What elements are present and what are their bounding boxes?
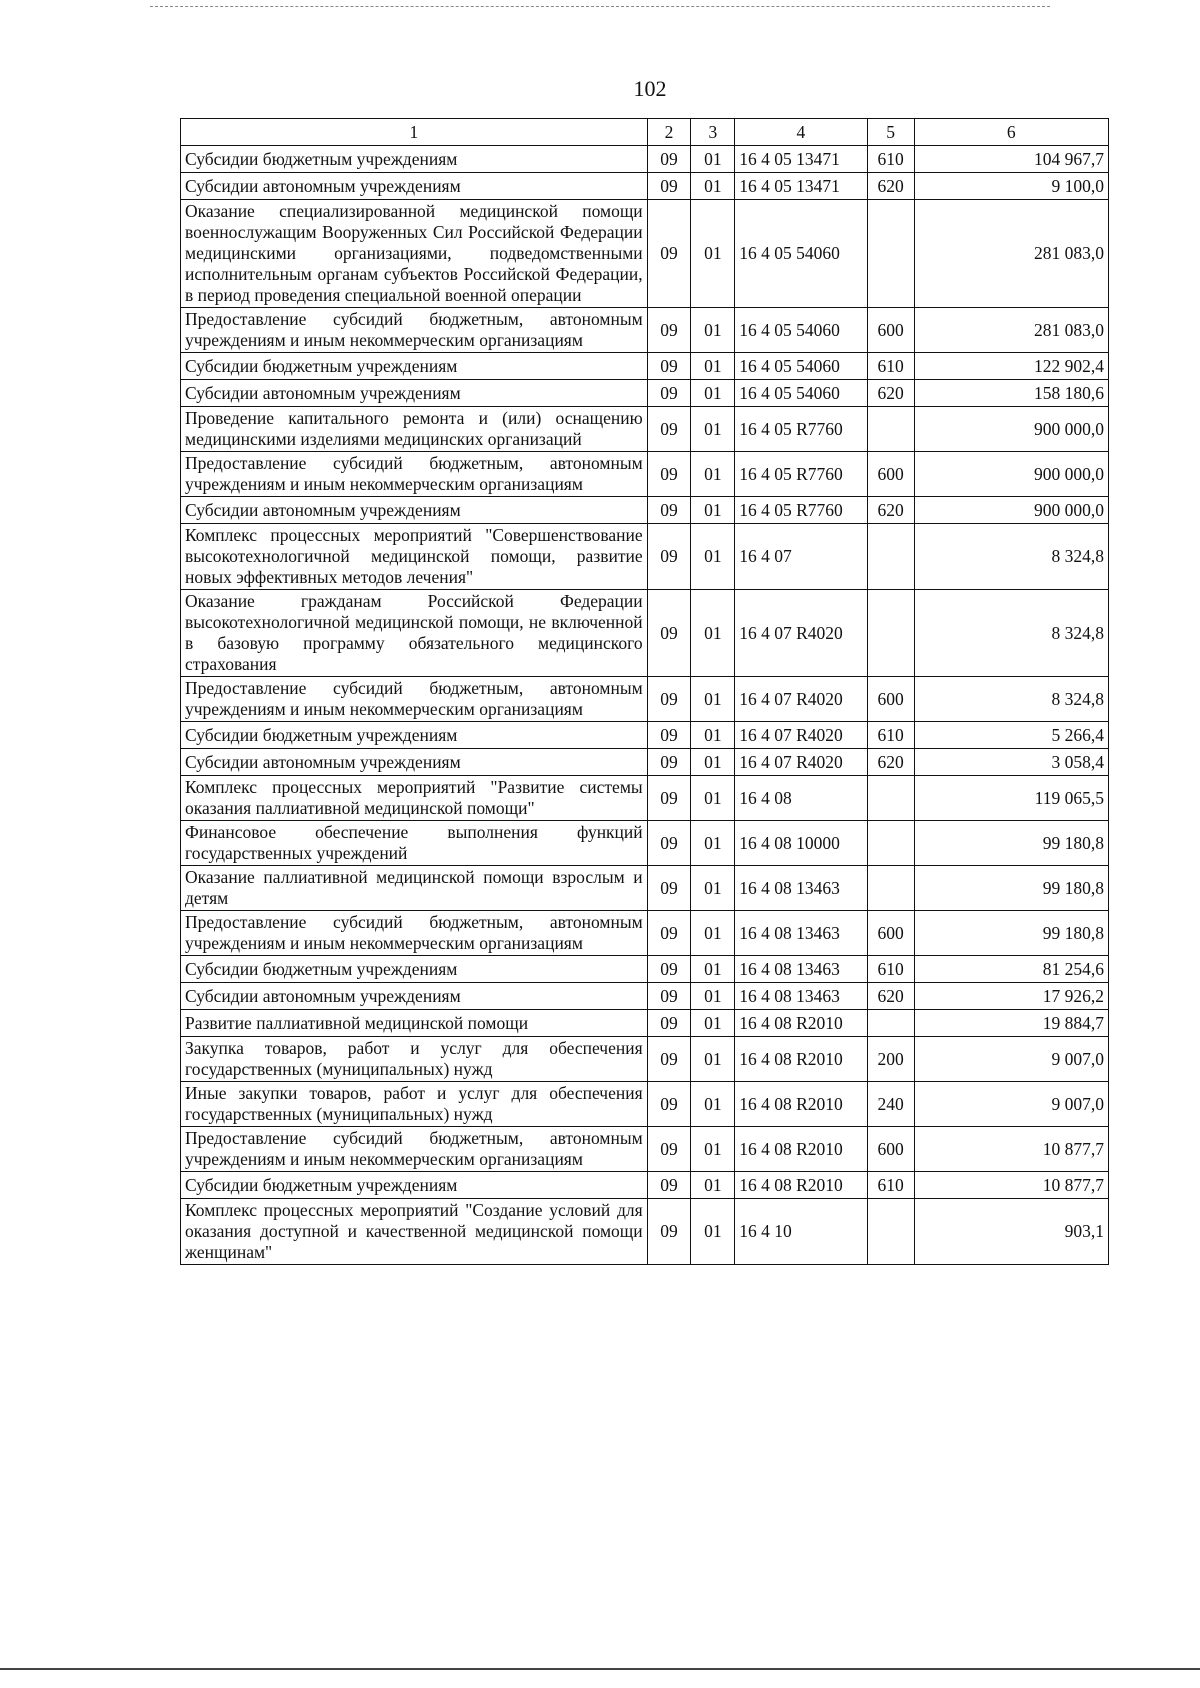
table-row [181, 1037, 1109, 1082]
table-row [181, 497, 1109, 524]
row-target-code: 16 4 07 [735, 524, 867, 590]
row-amount: 903,1 [914, 1199, 1108, 1265]
table-row [181, 776, 1109, 821]
row-amount: 9 100,0 [914, 173, 1108, 200]
row-amount: 9 007,0 [914, 1082, 1108, 1127]
row-section: 09 [647, 1127, 691, 1172]
row-name: Комплекс процессных мероприятий "Создание условий для оказания доступной и качественной медицинской помощи женщинам" [181, 1199, 648, 1265]
row-section: 09 [647, 173, 691, 200]
row-section: 09 [647, 776, 691, 821]
header-col-5: 5 [867, 119, 914, 146]
row-expense-type [867, 524, 914, 590]
row-expense-type: 610 [867, 1172, 914, 1199]
row-section: 09 [647, 1037, 691, 1082]
row-target-code: 16 4 08 R2010 [735, 1037, 867, 1082]
row-target-code: 16 4 05 54060 [735, 308, 867, 353]
row-amount: 99 180,8 [914, 821, 1108, 866]
row-target-code: 16 4 08 [735, 776, 867, 821]
row-target-code: 16 4 05 54060 [735, 200, 867, 308]
scan-artifact-bottom-line [0, 1668, 1200, 1670]
table-body [181, 146, 1109, 1265]
row-target-code: 16 4 05 R7760 [735, 452, 867, 497]
table-row [181, 308, 1109, 353]
row-expense-type: 610 [867, 146, 914, 173]
row-section: 09 [647, 821, 691, 866]
row-subsection: 01 [691, 200, 735, 308]
row-section: 09 [647, 200, 691, 308]
row-section: 09 [647, 308, 691, 353]
row-expense-type: 200 [867, 1037, 914, 1082]
row-expense-type: 620 [867, 749, 914, 776]
row-amount: 900 000,0 [914, 452, 1108, 497]
row-amount: 3 058,4 [914, 749, 1108, 776]
table-row [181, 749, 1109, 776]
row-expense-type: 600 [867, 911, 914, 956]
table-row [181, 200, 1109, 308]
table-row [181, 146, 1109, 173]
table-row [181, 677, 1109, 722]
row-amount: 81 254,6 [914, 956, 1108, 983]
table-row [181, 821, 1109, 866]
row-name: Субсидии автономным учреждениям [181, 380, 648, 407]
row-section: 09 [647, 380, 691, 407]
row-section: 09 [647, 353, 691, 380]
row-name: Оказание паллиативной медицинской помощи взрослым и детям [181, 866, 648, 911]
row-name: Субсидии автономным учреждениям [181, 983, 648, 1010]
row-amount: 19 884,7 [914, 1010, 1108, 1037]
header-col-4: 4 [735, 119, 867, 146]
row-subsection: 01 [691, 911, 735, 956]
row-section: 09 [647, 722, 691, 749]
row-amount: 281 083,0 [914, 200, 1108, 308]
row-section: 09 [647, 749, 691, 776]
row-subsection: 01 [691, 1037, 735, 1082]
row-target-code: 16 4 08 13463 [735, 956, 867, 983]
row-amount: 8 324,8 [914, 524, 1108, 590]
row-target-code: 16 4 08 R2010 [735, 1082, 867, 1127]
row-subsection: 01 [691, 1127, 735, 1172]
table-row [181, 353, 1109, 380]
table-row [181, 1199, 1109, 1265]
row-subsection: 01 [691, 776, 735, 821]
row-amount: 281 083,0 [914, 308, 1108, 353]
row-expense-type [867, 821, 914, 866]
row-amount: 104 967,7 [914, 146, 1108, 173]
page-number: 102 [633, 76, 667, 101]
row-expense-type: 600 [867, 1127, 914, 1172]
table-row [181, 1082, 1109, 1127]
table-row [181, 1172, 1109, 1199]
row-expense-type: 620 [867, 983, 914, 1010]
row-target-code: 16 4 08 13463 [735, 911, 867, 956]
row-subsection: 01 [691, 1082, 735, 1127]
row-section: 09 [647, 677, 691, 722]
row-section: 09 [647, 1010, 691, 1037]
row-name: Субсидии бюджетным учреждениям [181, 1172, 648, 1199]
row-name: Субсидии бюджетным учреждениям [181, 956, 648, 983]
row-subsection: 01 [691, 1199, 735, 1265]
header-col-6: 6 [914, 119, 1108, 146]
row-expense-type [867, 200, 914, 308]
row-expense-type [867, 590, 914, 677]
row-name: Предоставление субсидий бюджетным, автономным учреждениям и иным некоммерческим организациям [181, 452, 648, 497]
table-row [181, 452, 1109, 497]
row-section: 09 [647, 956, 691, 983]
row-amount: 9 007,0 [914, 1037, 1108, 1082]
row-name: Субсидии бюджетным учреждениям [181, 146, 648, 173]
row-section: 09 [647, 1199, 691, 1265]
row-amount: 17 926,2 [914, 983, 1108, 1010]
row-subsection: 01 [691, 497, 735, 524]
row-amount: 122 902,4 [914, 353, 1108, 380]
row-name: Субсидии бюджетным учреждениям [181, 353, 648, 380]
row-name: Субсидии бюджетным учреждениям [181, 722, 648, 749]
row-subsection: 01 [691, 146, 735, 173]
row-subsection: 01 [691, 173, 735, 200]
table-row [181, 1010, 1109, 1037]
row-subsection: 01 [691, 524, 735, 590]
row-subsection: 01 [691, 749, 735, 776]
row-subsection: 01 [691, 353, 735, 380]
row-expense-type: 620 [867, 173, 914, 200]
row-name: Предоставление субсидий бюджетным, автономным учреждениям и иным некоммерческим организациям [181, 308, 648, 353]
row-section: 09 [647, 590, 691, 677]
row-name: Проведение капитального ремонта и (или) оснащению медицинскими изделиями медицинских организаций [181, 407, 648, 452]
row-expense-type: 600 [867, 308, 914, 353]
header-col-2: 2 [647, 119, 691, 146]
table-row [181, 866, 1109, 911]
row-section: 09 [647, 524, 691, 590]
row-subsection: 01 [691, 308, 735, 353]
row-subsection: 01 [691, 956, 735, 983]
table-row [181, 983, 1109, 1010]
row-name: Развитие паллиативной медицинской помощи [181, 1010, 648, 1037]
header-col-3: 3 [691, 119, 735, 146]
table-row [181, 407, 1109, 452]
header-col-1: 1 [181, 119, 648, 146]
row-section: 09 [647, 452, 691, 497]
budget-table [180, 118, 1109, 1265]
row-target-code: 16 4 07 R4020 [735, 590, 867, 677]
row-expense-type: 610 [867, 353, 914, 380]
row-name: Оказание специализированной медицинской помощи военнослужащим Вооруженных Сил Российской Федерации медицинскими организациями, подведомственными исполнительным органам субъектов Российской Федерации, в период проведения специальной военной операции [181, 200, 648, 308]
table-header-row [181, 119, 1109, 146]
row-target-code: 16 4 07 R4020 [735, 749, 867, 776]
row-subsection: 01 [691, 452, 735, 497]
row-name: Субсидии автономным учреждениям [181, 497, 648, 524]
row-subsection: 01 [691, 722, 735, 749]
row-target-code: 16 4 08 R2010 [735, 1172, 867, 1199]
row-subsection: 01 [691, 677, 735, 722]
row-target-code: 16 4 05 13471 [735, 173, 867, 200]
table-row [181, 380, 1109, 407]
table-row [181, 911, 1109, 956]
row-amount: 900 000,0 [914, 497, 1108, 524]
row-subsection: 01 [691, 590, 735, 677]
row-subsection: 01 [691, 380, 735, 407]
row-amount: 158 180,6 [914, 380, 1108, 407]
row-amount: 8 324,8 [914, 590, 1108, 677]
row-name: Субсидии автономным учреждениям [181, 173, 648, 200]
row-target-code: 16 4 08 13463 [735, 866, 867, 911]
row-target-code: 16 4 05 13471 [735, 146, 867, 173]
row-target-code: 16 4 05 R7760 [735, 497, 867, 524]
table-row [181, 956, 1109, 983]
row-name: Предоставление субсидий бюджетным, автономным учреждениям и иным некоммерческим организациям [181, 1127, 648, 1172]
row-expense-type: 240 [867, 1082, 914, 1127]
row-name: Субсидии автономным учреждениям [181, 749, 648, 776]
table-row [181, 590, 1109, 677]
scan-artifact-top-line [150, 6, 1050, 7]
table-row [181, 173, 1109, 200]
row-target-code: 16 4 08 10000 [735, 821, 867, 866]
row-subsection: 01 [691, 866, 735, 911]
row-amount: 119 065,5 [914, 776, 1108, 821]
row-amount: 8 324,8 [914, 677, 1108, 722]
row-target-code: 16 4 10 [735, 1199, 867, 1265]
row-name: Оказание гражданам Российской Федерации высокотехнологичной медицинской помощи, не включенной в базовую программу обязательного медицинского страхования [181, 590, 648, 677]
row-expense-type [867, 776, 914, 821]
row-subsection: 01 [691, 1172, 735, 1199]
table-row [181, 524, 1109, 590]
row-expense-type: 620 [867, 497, 914, 524]
row-section: 09 [647, 1172, 691, 1199]
table-row [181, 722, 1109, 749]
row-amount: 99 180,8 [914, 911, 1108, 956]
row-name: Закупка товаров, работ и услуг для обеспечения государственных (муниципальных) нужд [181, 1037, 648, 1082]
row-section: 09 [647, 1082, 691, 1127]
row-expense-type [867, 407, 914, 452]
row-section: 09 [647, 866, 691, 911]
row-section: 09 [647, 407, 691, 452]
row-subsection: 01 [691, 407, 735, 452]
row-name: Иные закупки товаров, работ и услуг для обеспечения государственных (муниципальных) нужд [181, 1082, 648, 1127]
row-name: Финансовое обеспечение выполнения функций государственных учреждений [181, 821, 648, 866]
row-amount: 10 877,7 [914, 1127, 1108, 1172]
row-expense-type: 600 [867, 452, 914, 497]
row-name: Предоставление субсидий бюджетным, автономным учреждениям и иным некоммерческим организациям [181, 911, 648, 956]
row-subsection: 01 [691, 821, 735, 866]
row-section: 09 [647, 983, 691, 1010]
table-row [181, 1127, 1109, 1172]
row-expense-type: 600 [867, 677, 914, 722]
row-expense-type: 610 [867, 956, 914, 983]
row-target-code: 16 4 08 13463 [735, 983, 867, 1010]
row-target-code: 16 4 05 54060 [735, 380, 867, 407]
row-target-code: 16 4 05 R7760 [735, 407, 867, 452]
row-expense-type [867, 866, 914, 911]
row-amount: 900 000,0 [914, 407, 1108, 452]
row-target-code: 16 4 07 R4020 [735, 677, 867, 722]
row-amount: 5 266,4 [914, 722, 1108, 749]
row-amount: 10 877,7 [914, 1172, 1108, 1199]
row-expense-type: 610 [867, 722, 914, 749]
row-subsection: 01 [691, 983, 735, 1010]
row-section: 09 [647, 911, 691, 956]
row-target-code: 16 4 08 R2010 [735, 1127, 867, 1172]
row-section: 09 [647, 146, 691, 173]
row-expense-type: 620 [867, 380, 914, 407]
row-name: Комплекс процессных мероприятий "Развитие системы оказания паллиативной медицинской помощи" [181, 776, 648, 821]
row-name: Комплекс процессных мероприятий "Совершенствование высокотехнологичной медицинской помощи, развитие новых эффективных методов лечения" [181, 524, 648, 590]
row-expense-type [867, 1010, 914, 1037]
row-amount: 99 180,8 [914, 866, 1108, 911]
row-target-code: 16 4 08 R2010 [735, 1010, 867, 1037]
row-name: Предоставление субсидий бюджетным, автономным учреждениям и иным некоммерческим организациям [181, 677, 648, 722]
row-subsection: 01 [691, 1010, 735, 1037]
row-target-code: 16 4 05 54060 [735, 353, 867, 380]
row-target-code: 16 4 07 R4020 [735, 722, 867, 749]
row-expense-type [867, 1199, 914, 1265]
row-section: 09 [647, 497, 691, 524]
